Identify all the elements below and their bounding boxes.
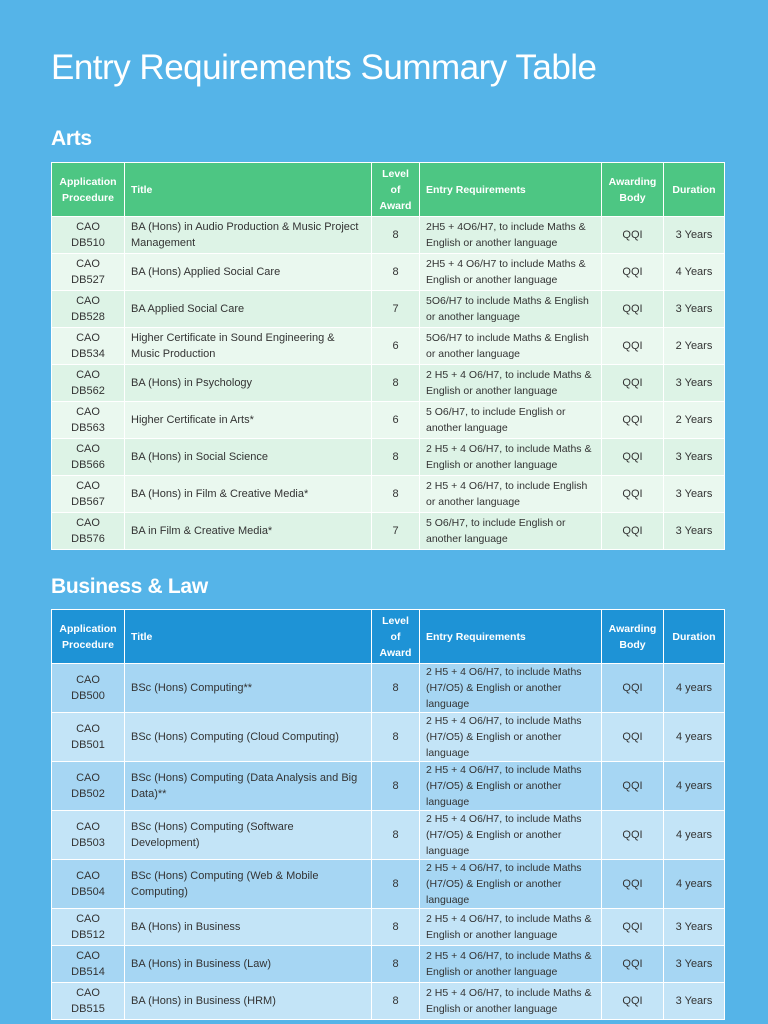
cell-application-procedure: CAO DB504 [52, 860, 125, 909]
cell-duration: 3 Years [664, 217, 725, 254]
header-level-of-award: Level of Award [372, 610, 420, 664]
header-level-of-award: Level of Award [372, 163, 420, 217]
header-duration: Duration [664, 610, 725, 664]
cell-entry-requirements: 5 O6/H7, to include English or another language [420, 402, 602, 439]
business-table-row [52, 983, 725, 1020]
cell-application-procedure: CAO DB576 [52, 513, 125, 550]
cell-application-procedure: CAO DB562 [52, 365, 125, 402]
cell-application-procedure: CAO DB503 [52, 811, 125, 860]
business-law-table-body [52, 664, 725, 1020]
arts-table-row [52, 513, 725, 550]
cell-duration: 4 years [664, 762, 725, 811]
cell-programme-title: BSc (Hons) Computing (Cloud Computing) [125, 713, 372, 762]
cell-duration: 3 Years [664, 909, 725, 946]
cell-programme-title: BA Applied Social Care [125, 291, 372, 328]
header-title: Title [125, 610, 372, 664]
cell-awarding-body: QQI [602, 513, 664, 550]
cell-entry-requirements: 2 H5 + 4 O6/H7, to include Maths & English or another language [420, 365, 602, 402]
business-table-row [52, 946, 725, 983]
cell-entry-requirements: 2 H5 + 4 O6/H7, to include Maths & English or another language [420, 909, 602, 946]
cell-level-of-award: 6 [372, 328, 420, 365]
cell-programme-title: BSc (Hons) Computing (Software Development) [125, 811, 372, 860]
cell-level-of-award: 8 [372, 217, 420, 254]
cell-awarding-body: QQI [602, 217, 664, 254]
page-title: Entry Requirements Summary Table [51, 48, 597, 87]
cell-level-of-award: 7 [372, 291, 420, 328]
header-entry-requirements: Entry Requirements [420, 610, 602, 664]
cell-programme-title: BA (Hons) in Business (Law) [125, 946, 372, 983]
business-law-table [51, 609, 725, 1020]
cell-level-of-award: 8 [372, 664, 420, 713]
cell-programme-title: BA (Hons) in Film & Creative Media* [125, 476, 372, 513]
cell-entry-requirements: 2 H5 + 4 O6/H7, to include Maths (H7/O5) & English or another language [420, 713, 602, 762]
cell-level-of-award: 8 [372, 713, 420, 762]
business-law-section-title: Business & Law [51, 575, 208, 598]
cell-entry-requirements: 2 H5 + 4 O6/H7, to include English or another language [420, 476, 602, 513]
cell-level-of-award: 8 [372, 909, 420, 946]
cell-duration: 4 years [664, 860, 725, 909]
cell-entry-requirements: 5O6/H7 to include Maths & English or another language [420, 291, 602, 328]
arts-section-title: Arts [51, 127, 92, 150]
cell-level-of-award: 8 [372, 762, 420, 811]
cell-awarding-body: QQI [602, 664, 664, 713]
header-awarding-body: Awarding Body [602, 163, 664, 217]
cell-duration: 4 years [664, 664, 725, 713]
cell-programme-title: BA (Hons) Applied Social Care [125, 254, 372, 291]
cell-programme-title: BA (Hons) in Social Science [125, 439, 372, 476]
cell-application-procedure: CAO DB512 [52, 909, 125, 946]
cell-level-of-award: 8 [372, 811, 420, 860]
cell-programme-title: BA in Film & Creative Media* [125, 513, 372, 550]
header-awarding-body: Awarding Body [602, 610, 664, 664]
cell-duration: 3 Years [664, 439, 725, 476]
cell-entry-requirements: 2 H5 + 4 O6/H7, to include Maths (H7/O5) & English or another language [420, 811, 602, 860]
business-table-row [52, 713, 725, 762]
cell-duration: 3 Years [664, 946, 725, 983]
header-title: Title [125, 163, 372, 217]
cell-application-procedure: CAO DB502 [52, 762, 125, 811]
business-table-row [52, 664, 725, 713]
cell-programme-title: BSc (Hons) Computing** [125, 664, 372, 713]
cell-programme-title: BA (Hons) in Psychology [125, 365, 372, 402]
business-table-header-row [52, 610, 725, 664]
cell-entry-requirements: 2 H5 + 4 O6/H7, to include Maths (H7/O5) & English or another language [420, 664, 602, 713]
header-application-procedure: Application Procedure [52, 163, 125, 217]
business-table-row [52, 762, 725, 811]
arts-table-row [52, 328, 725, 365]
cell-level-of-award: 8 [372, 439, 420, 476]
cell-entry-requirements: 2 H5 + 4 O6/H7, to include Maths (H7/O5) & English or another language [420, 860, 602, 909]
cell-application-procedure: CAO DB501 [52, 713, 125, 762]
arts-table-row [52, 476, 725, 513]
cell-programme-title: BA (Hons) in Audio Production & Music Project Management [125, 217, 372, 254]
cell-entry-requirements: 2 H5 + 4 O6/H7, to include Maths & English or another language [420, 946, 602, 983]
arts-table-row [52, 217, 725, 254]
cell-awarding-body: QQI [602, 762, 664, 811]
cell-awarding-body: QQI [602, 402, 664, 439]
cell-entry-requirements: 2H5 + 4 O6/H7 to include Maths & English or another language [420, 254, 602, 291]
cell-awarding-body: QQI [602, 291, 664, 328]
arts-table-row [52, 365, 725, 402]
cell-application-procedure: CAO DB527 [52, 254, 125, 291]
cell-programme-title: Higher Certificate in Sound Engineering & Music Production [125, 328, 372, 365]
cell-level-of-award: 8 [372, 365, 420, 402]
cell-level-of-award: 8 [372, 254, 420, 291]
business-table-row [52, 811, 725, 860]
cell-duration: 3 Years [664, 476, 725, 513]
cell-awarding-body: QQI [602, 254, 664, 291]
cell-programme-title: BSc (Hons) Computing (Web & Mobile Computing) [125, 860, 372, 909]
cell-level-of-award: 8 [372, 860, 420, 909]
cell-duration: 2 Years [664, 328, 725, 365]
cell-awarding-body: QQI [602, 365, 664, 402]
cell-level-of-award: 8 [372, 983, 420, 1020]
cell-awarding-body: QQI [602, 439, 664, 476]
header-entry-requirements: Entry Requirements [420, 163, 602, 217]
header-duration: Duration [664, 163, 725, 217]
arts-table-row [52, 402, 725, 439]
cell-programme-title: BA (Hons) in Business [125, 909, 372, 946]
arts-table-header-row [52, 163, 725, 217]
cell-duration: 2 Years [664, 402, 725, 439]
cell-duration: 3 Years [664, 983, 725, 1020]
cell-awarding-body: QQI [602, 713, 664, 762]
cell-awarding-body: QQI [602, 860, 664, 909]
cell-duration: 4 years [664, 713, 725, 762]
cell-duration: 3 Years [664, 513, 725, 550]
cell-application-procedure: CAO DB510 [52, 217, 125, 254]
cell-application-procedure: CAO DB567 [52, 476, 125, 513]
cell-awarding-body: QQI [602, 983, 664, 1020]
cell-programme-title: BSc (Hons) Computing (Data Analysis and Big Data)** [125, 762, 372, 811]
cell-awarding-body: QQI [602, 909, 664, 946]
arts-table-row [52, 291, 725, 328]
cell-application-procedure: CAO DB563 [52, 402, 125, 439]
cell-application-procedure: CAO DB534 [52, 328, 125, 365]
cell-level-of-award: 6 [372, 402, 420, 439]
arts-table-row [52, 254, 725, 291]
cell-application-procedure: CAO DB566 [52, 439, 125, 476]
arts-table [51, 162, 725, 550]
cell-awarding-body: QQI [602, 946, 664, 983]
cell-awarding-body: QQI [602, 811, 664, 860]
cell-duration: 4 years [664, 811, 725, 860]
business-table-row [52, 909, 725, 946]
cell-programme-title: BA (Hons) in Business (HRM) [125, 983, 372, 1020]
cell-duration: 3 Years [664, 291, 725, 328]
cell-entry-requirements: 2 H5 + 4 O6/H7, to include Maths & English or another language [420, 983, 602, 1020]
cell-level-of-award: 8 [372, 476, 420, 513]
cell-entry-requirements: 2 H5 + 4 O6/H7, to include Maths & English or another language [420, 439, 602, 476]
cell-duration: 4 Years [664, 254, 725, 291]
cell-application-procedure: CAO DB514 [52, 946, 125, 983]
cell-application-procedure: CAO DB500 [52, 664, 125, 713]
cell-level-of-award: 7 [372, 513, 420, 550]
arts-table-body [52, 217, 725, 550]
cell-awarding-body: QQI [602, 476, 664, 513]
cell-programme-title: Higher Certificate in Arts* [125, 402, 372, 439]
cell-duration: 3 Years [664, 365, 725, 402]
cell-entry-requirements: 2H5 + 4O6/H7, to include Maths & English or another language [420, 217, 602, 254]
business-table-row [52, 860, 725, 909]
cell-entry-requirements: 2 H5 + 4 O6/H7, to include Maths (H7/O5) & English or another language [420, 762, 602, 811]
header-application-procedure: Application Procedure [52, 610, 125, 664]
cell-awarding-body: QQI [602, 328, 664, 365]
cell-level-of-award: 8 [372, 946, 420, 983]
arts-table-row [52, 439, 725, 476]
cell-application-procedure: CAO DB515 [52, 983, 125, 1020]
cell-entry-requirements: 5 O6/H7, to include English or another language [420, 513, 602, 550]
cell-entry-requirements: 5O6/H7 to include Maths & English or another language [420, 328, 602, 365]
cell-application-procedure: CAO DB528 [52, 291, 125, 328]
